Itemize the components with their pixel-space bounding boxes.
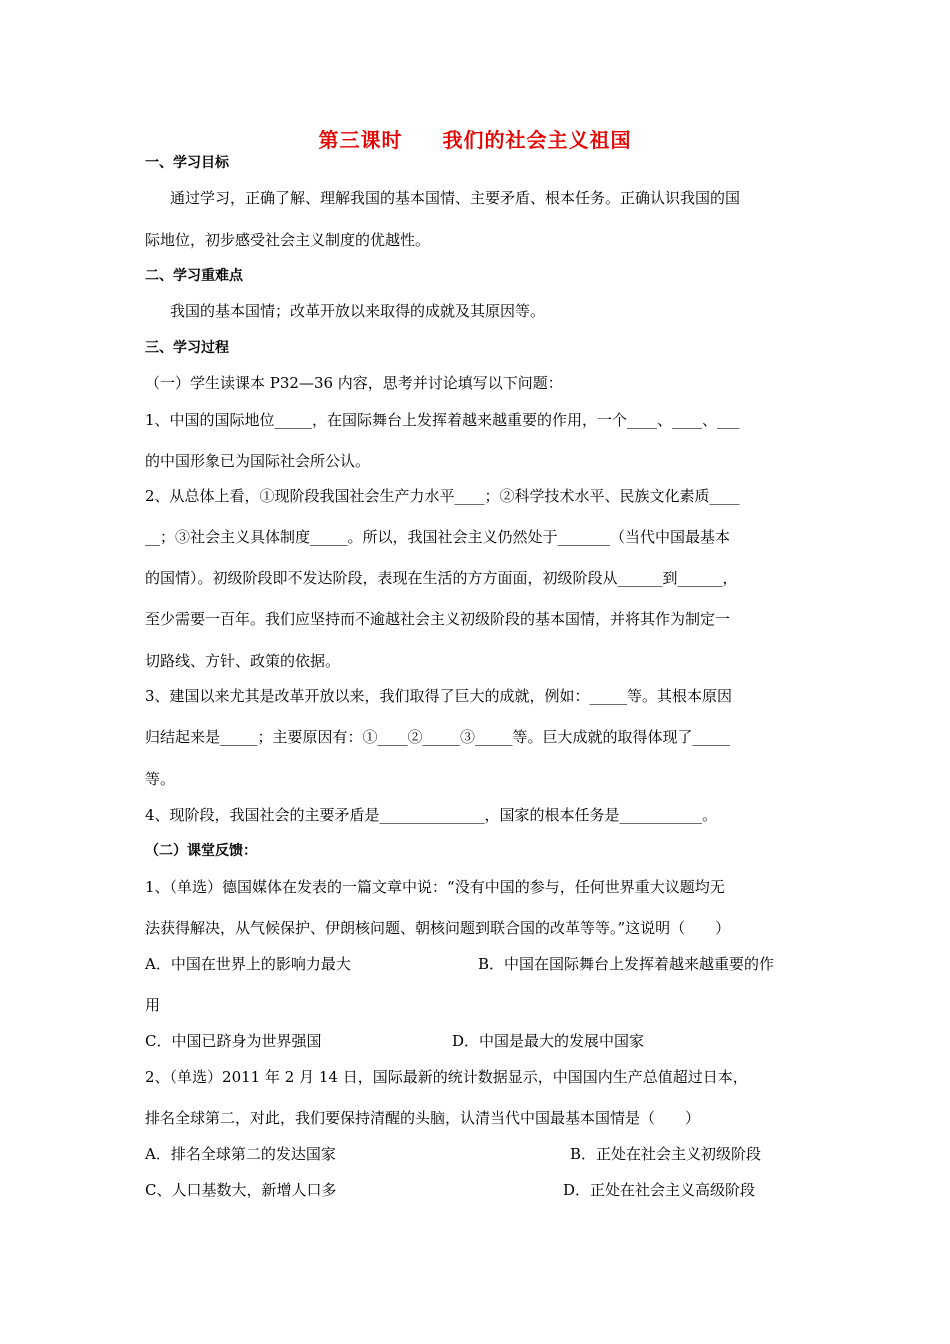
part1-intro: （一）学生读课本 P32—36 内容，思考并讨论填写以下问题： (145, 374, 563, 392)
section2-heading: 二、学习重难点 (145, 268, 243, 284)
q2-line4: 至少需要一百年。我们应坚持而不逾越社会主义初级阶段的基本国情，并将其作为制定一 (145, 610, 731, 628)
mc1-option-a: A．中国在世界上的影响力最大 (145, 955, 351, 973)
mc1-option-d: D．中国是最大的发展中国家 (452, 1032, 645, 1050)
section1-heading: 一、学习目标 (145, 155, 229, 171)
mc1-stem-line1: 1、（单选）德国媒体在发表的一篇文章中说：“没有中国的参与，任何世界重大议题均无 (145, 878, 725, 896)
q2-line1: 2、从总体上看，①现阶段我国社会生产力水平____；②科学技术水平、民族文化素质____ (145, 487, 740, 505)
mc1-option-b: B．中国在国际舞台上发挥着越来越重要的作 (478, 955, 775, 973)
q4-line: 4、现阶段，我国社会的主要矛盾是______________，国家的根本任务是___________。 (145, 806, 718, 824)
title-topic: 我们的社会主义祖国 (442, 128, 632, 152)
mc2-option-c: C、人口基数大，新增人口多 (145, 1181, 337, 1199)
mc2-options-row1 (145, 1143, 810, 1165)
mc2-stem-line1: 2、（单选）2011 年 2 月 14 日，国际最新的统计数据显示，中国国内生产总值超过日本， (145, 1068, 748, 1086)
section1-body-line1: 通过学习，正确了解、理解我国的基本国情、主要矛盾、根本任务。正确认识我国的国 (170, 189, 741, 207)
mc2-options-row2 (145, 1179, 810, 1201)
mc1-stem-line2: 法获得解决，从气候保护、伊朗核问题、朝核问题到联合国的改革等等。”这说明（ ） (145, 919, 731, 937)
page-title (0, 124, 950, 153)
mc2-option-a: A．排名全球第二的发达国家 (145, 1145, 336, 1163)
mc2-option-b: B．正处在社会主义初级阶段 (570, 1145, 762, 1163)
mc2-stem-line2: 排名全球第二，对此，我们要保持清醒的头脑，认清当代中国最基本国情是（ ） (145, 1109, 701, 1127)
part2-heading: （二）课堂反馈： (145, 843, 257, 859)
q2-line3: 的国情）。初级阶段即不发达阶段，表现在生活的方方面面，初级阶段从______到______， (145, 569, 738, 587)
section1-body-line2: 际地位，初步感受社会主义制度的优越性。 (145, 231, 431, 249)
mc1-options-row1 (145, 953, 810, 975)
mc1-option-c: C．中国已跻身为世界强国 (145, 1032, 322, 1050)
q2-line2: __；③社会主义具体制度_____。所以，我国社会主义仍然处于_______（当代中国最基本 (145, 528, 731, 546)
mc1-options-row2 (145, 1030, 810, 1052)
q2-line5: 切路线、方针、政策的依据。 (145, 652, 341, 670)
mc2-option-d: D．正处在社会主义高级阶段 (563, 1181, 756, 1199)
title-lesson: 第三课时 (318, 128, 403, 152)
section3-heading: 三、学习过程 (145, 340, 229, 356)
q3-line1: 3、建国以来尤其是改革开放以来，我们取得了巨大的成就，例如：_____等。其根本原因 (145, 687, 733, 705)
q1-line2: 的中国形象已为国际社会所公认。 (145, 452, 371, 470)
section2-body: 我国的基本国情；改革开放以来取得的成就及其原因等。 (170, 302, 546, 320)
q1-line1: 1、中国的国际地位_____，在国际舞台上发挥着越来越重要的作用，一个____、____、___ (145, 411, 740, 429)
mc1-option-b-cont: 用 (145, 996, 161, 1014)
q3-line3: 等。 (145, 770, 176, 788)
q3-line2: 归结起来是_____；主要原因有：①____②_____③_____等。巨大成就的取得体现了_____ (145, 728, 731, 746)
